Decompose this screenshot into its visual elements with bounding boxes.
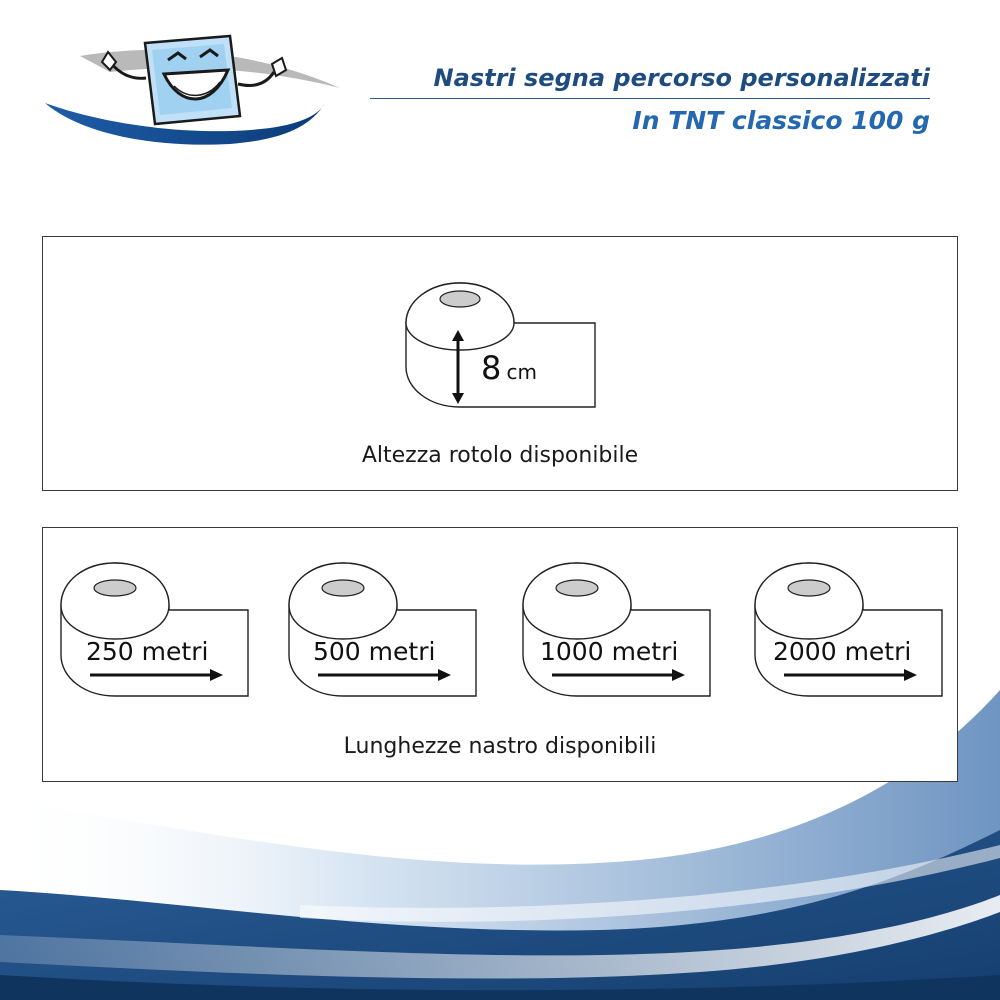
tape-roll-icon [522, 563, 712, 698]
length-roll-500 [288, 563, 478, 698]
length-label: 500 metri [313, 637, 436, 666]
roll-lengths-panel [42, 527, 958, 782]
length-label: 1000 metri [540, 637, 679, 666]
height-unit: cm [506, 360, 537, 384]
smiling-card-mascot-logo [40, 28, 350, 158]
height-caption: Altezza rotolo disponibile [361, 443, 639, 468]
roll-height-panel [42, 236, 958, 491]
tape-roll-icon [60, 563, 250, 698]
brand-logo [40, 28, 350, 158]
length-roll-250 [60, 563, 250, 698]
tape-roll-icon [405, 281, 605, 411]
height-value-group [481, 349, 537, 387]
height-value: 8 [481, 349, 502, 387]
length-label: 2000 metri [773, 637, 912, 666]
header [370, 64, 930, 135]
tape-roll-icon [288, 563, 478, 698]
page-title: Nastri segna percorso personalizzati [370, 64, 930, 99]
page-subtitle: In TNT classico 100 g [632, 106, 930, 135]
tape-roll-icon [754, 563, 944, 698]
roll-height-illustration [405, 281, 605, 411]
length-roll-1000 [522, 563, 712, 698]
length-label: 250 metri [86, 637, 209, 666]
length-roll-2000 [754, 563, 944, 698]
lengths-caption: Lunghezze nastro disponibili [343, 734, 657, 759]
